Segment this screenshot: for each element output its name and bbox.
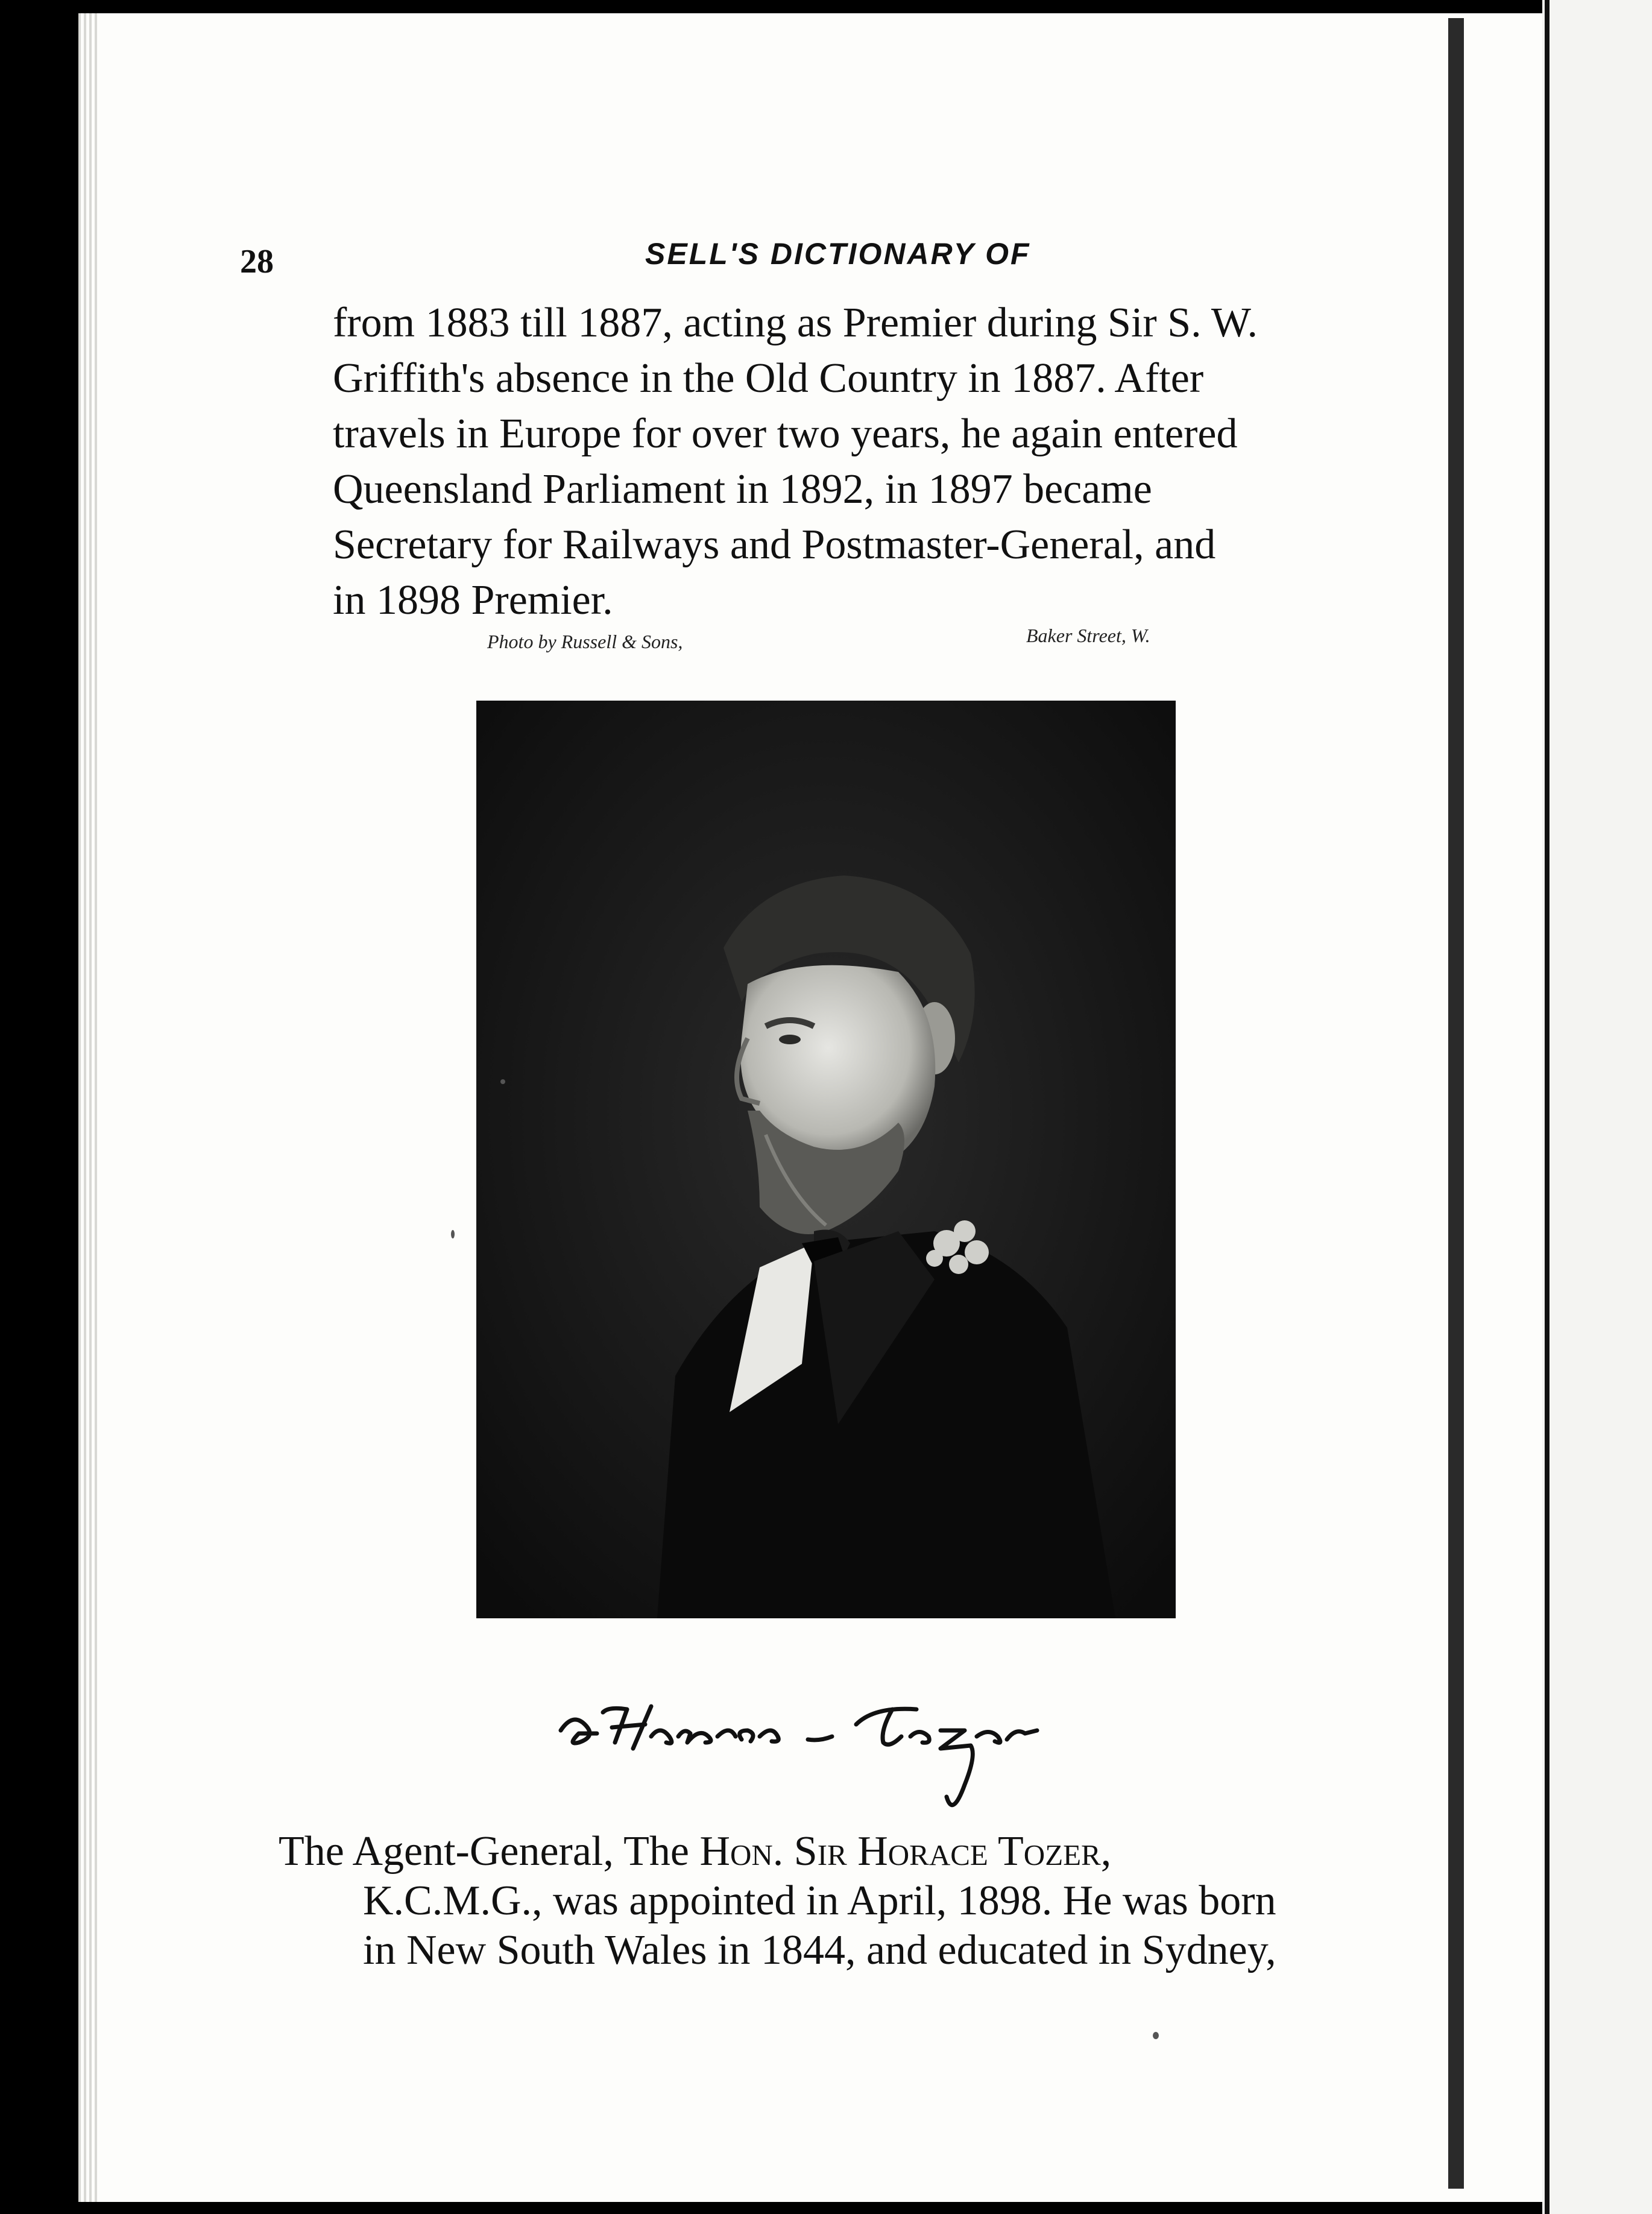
print-speck (1153, 2032, 1159, 2039)
caption-lead: The Agent-General, The (279, 1828, 700, 1875)
body-line: Griffith's absence in the Old Country in 1887. After (333, 355, 1204, 402)
facing-page-edge (1542, 0, 1652, 2214)
caption-name: Hon. Sir Horace Tozer, (699, 1828, 1112, 1875)
portrait-photograph (476, 701, 1176, 1618)
binding-shadow (1448, 18, 1464, 2189)
body-line: travels in Europe for over two years, he again entered (333, 411, 1238, 457)
body-line: from 1883 till 1887, acting as Premier during Sir S. W. (333, 300, 1258, 346)
body-line: in 1898 Premier. (333, 577, 613, 623)
caption-line: in New South Wales in 1844, and educated in Sydney, (363, 1927, 1276, 1973)
facing-page-border (1545, 0, 1550, 2214)
running-title: SELL'S DICTIONARY OF (645, 237, 1031, 271)
body-line: Secretary for Railways and Postmaster-General, and (333, 522, 1216, 568)
print-speck (500, 1079, 505, 1084)
page-number: 28 (240, 243, 274, 280)
body-line: Queensland Parliament in 1892, in 1897 became (333, 466, 1152, 512)
caption-line: K.C.M.G., was appointed in April, 1898. He was born (363, 1878, 1276, 1924)
caption-line (279, 1827, 1418, 1876)
print-speck (451, 1230, 455, 1238)
photo-credit-address: Baker Street, W. (1026, 625, 1150, 646)
photo-credit-studio: Photo by Russell & Sons, (487, 631, 683, 652)
body-paragraph (333, 295, 1382, 628)
signature (555, 1676, 1085, 1827)
caption-paragraph (279, 1827, 1418, 1975)
page-edges (78, 13, 99, 2202)
